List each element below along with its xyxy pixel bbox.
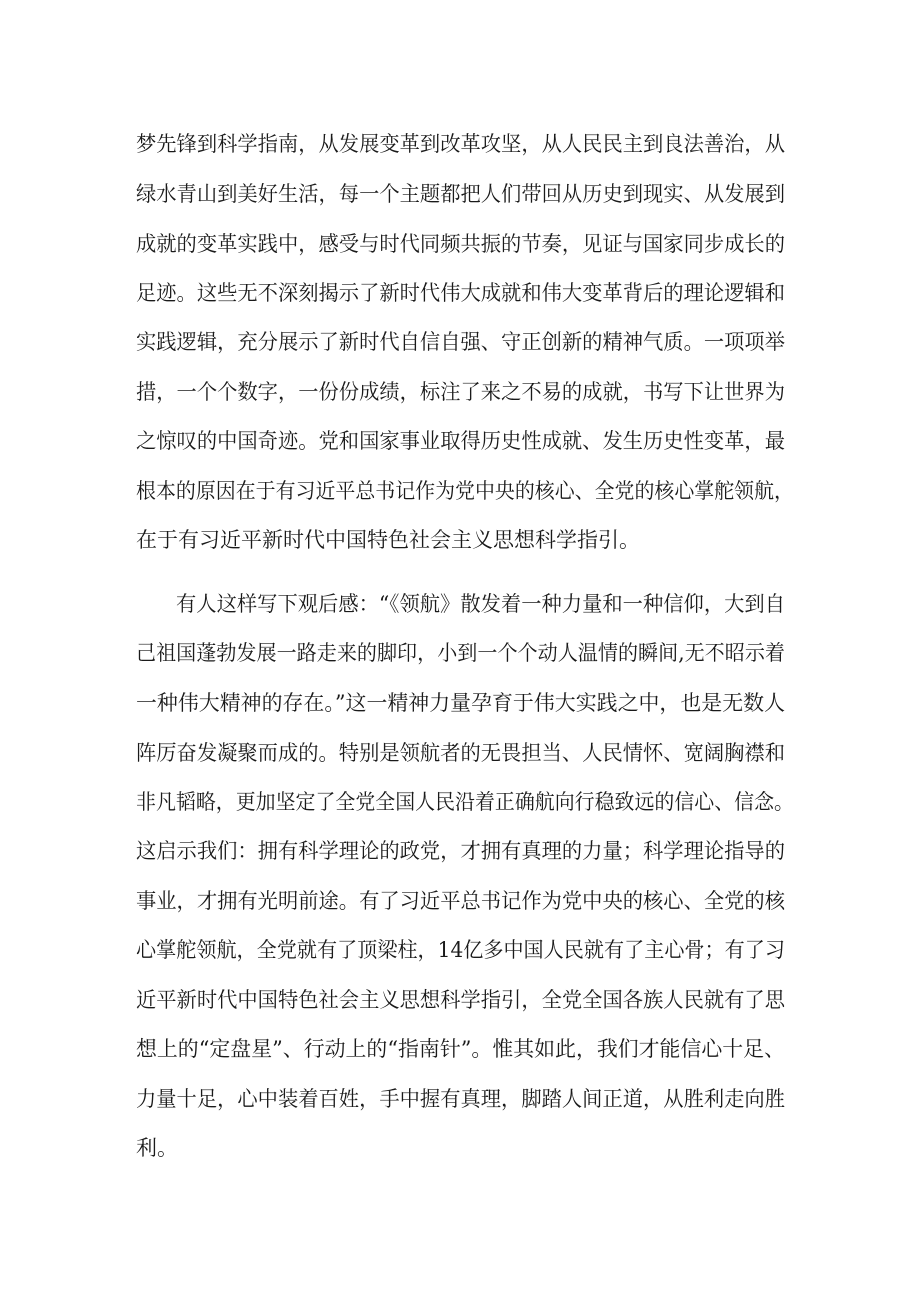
text-line [0, 372, 920, 412]
text-line [0, 782, 920, 822]
text-line [0, 683, 920, 723]
text-line [0, 471, 920, 511]
text-line [0, 322, 920, 362]
text-line [0, 1029, 920, 1069]
text-line-content: 事业，才拥有光明前途。有了习近平总书记作为党中央的核心、全党的核 [136, 889, 785, 913]
text-line [0, 224, 920, 264]
text-line [0, 980, 920, 1020]
text-line [0, 930, 920, 970]
text-line-content: 实践逻辑，充分展示了新时代自信自强、守正创新的精神气质。一项项举 [136, 330, 785, 354]
text-line-content: 绿水青山到美好生活，每一个主题都把人们带回从历史到现实、从发展到 [136, 182, 785, 206]
text-line-content: 阵厉奋发凝聚而成的。特别是领航者的无畏担当、人民情怀、宽阔胸襟和 [136, 741, 785, 765]
text-line-content: 力量十足，心中装着百姓，手中握有真理，脚踏人间正道，从胜利走向胜 [136, 1087, 785, 1111]
text-line [0, 1128, 920, 1168]
text-line-content: 之惊叹的中国奇迹。党和国家事业取得历史性成就、发生历史性变革，最 [136, 429, 785, 453]
text-line-content: 想上的“定盘星”、行动上的“指南针”。惟其如此，我们才能信心十足、 [136, 1037, 785, 1061]
text-line [0, 124, 920, 164]
text-line-content: 足迹。这些无不深刻揭示了新时代伟大成就和伟大变革背后的理论逻辑和 [136, 281, 785, 305]
text-line [0, 584, 920, 624]
text-line-content: 非凡韬略，更加坚定了全党全国人民沿着正确航向行稳致远的信心、信念。 [136, 790, 794, 814]
text-line-content: 己祖国蓬勃发展一路走来的脚印，小到一个个动人温情的瞬间,无不昭示着 [136, 641, 785, 665]
text-line [0, 421, 920, 461]
text-line [0, 520, 920, 560]
text-line-content: 梦先锋到科学指南，从发展变革到改革攻坚，从人民民主到良法善治，从 [136, 132, 785, 156]
text-line-content: 一种伟大精神的存在。”这一精神力量孕育于伟大实践之中，也是无数人 [136, 691, 785, 715]
text-line-content: 在于有习近平新时代中国特色社会主义思想科学指引。 [136, 528, 640, 552]
text-line-content: 这启示我们：拥有科学理论的政党，才拥有真理的力量；科学理论指导的 [136, 839, 785, 863]
text-line [0, 733, 920, 773]
text-line-content: 成就的变革实践中，感受与时代同频共振的节奏，见证与国家同步成长的 [136, 232, 785, 256]
text-line [0, 1079, 920, 1119]
text-line [0, 174, 920, 214]
text-line-content: 措，一个个数字，一份份成绩，标注了来之不易的成就，书写下让世界为 [136, 380, 785, 404]
text-line-content: 根本的原因在于有习近平总书记作为党中央的核心、全党的核心掌舵领航， [136, 479, 794, 503]
text-line-content: 近平新时代中国特色社会主义思想科学指引，全党全国各族人民就有了思 [136, 988, 785, 1012]
text-line [0, 633, 920, 673]
text-line [0, 273, 920, 313]
text-line [0, 831, 920, 871]
text-line-content: 有人这样写下观后感：“《领航》散发着一种力量和一种信仰，大到自 [176, 592, 785, 616]
text-line-content: 利。 [136, 1136, 178, 1160]
text-line-content: 心掌舵领航，全党就有了顶梁柱，14亿多中国人民就有了主心骨；有了习 [136, 938, 785, 962]
text-line [0, 881, 920, 921]
